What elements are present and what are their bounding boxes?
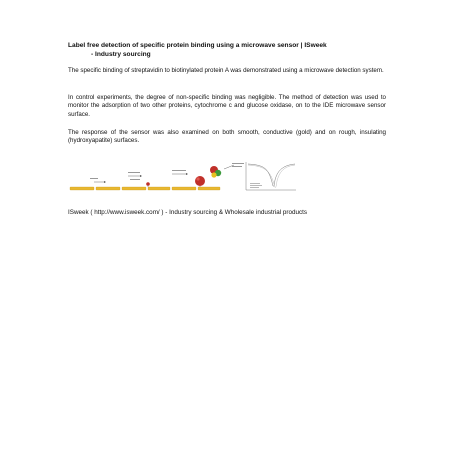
paragraph-3: The response of the sensor was also examined on both smooth, conductive (gold) and on rough, insulating (hydroxyapatite) surfaces. [68, 129, 386, 145]
sensor-slab-2b [148, 187, 170, 190]
plot-curve-2 [248, 165, 295, 187]
streptavidin-highlight [196, 177, 199, 180]
label-bar-2b [130, 179, 140, 180]
label-bar-4a [232, 163, 244, 164]
title-line-2: - Industry sourcing [91, 51, 151, 58]
arrow-1-head [104, 181, 106, 183]
complex-yellow [211, 172, 216, 177]
paragraph-2: In control experiments, the degree of non-specific binding was negligible. The method of detection was used to monitor the adsorption of two other proteins, cytochrome c and glucose oxidase, on to the IDE microwave sensor surface. [68, 94, 386, 118]
figure-graphic [68, 160, 298, 200]
label-bar-4b [232, 166, 242, 167]
stage-2-protein-a [122, 172, 170, 190]
plot-legend-3 [250, 187, 259, 188]
label-bar-1 [90, 178, 98, 179]
sensor-slab-1a [70, 187, 94, 190]
sensor-slab-3a [172, 187, 196, 190]
document-title [68, 41, 388, 59]
sensor-slab-3b [198, 187, 220, 190]
stage-1-sensor [70, 178, 120, 190]
response-plot [246, 162, 296, 190]
plot-curve-1 [248, 164, 295, 186]
stage-4-complex [210, 163, 244, 178]
protein-a-dot [146, 182, 150, 186]
streptavidin-blob [195, 176, 205, 186]
label-bar-2a [128, 172, 140, 173]
arrow-2-head [140, 175, 142, 177]
sensor-slab-1b [96, 187, 120, 190]
sensor-slab-2a [122, 187, 146, 190]
title-line-1: Label free detection of specific protein binding using a microwave sensor | ISweek [68, 42, 327, 49]
paragraph-1: The specific binding of streptavidin to biotinylated protein A was demonstrated using a microwave detection system. [68, 67, 384, 74]
document-footer: ISweek ( http://www.isweek.com/ ) - Industry sourcing & Wholesale industrial products [68, 209, 308, 216]
label-bar-3 [172, 170, 186, 171]
plot-legend-1 [250, 183, 260, 184]
protein-binding-figure [68, 160, 298, 200]
arrow-3-head [186, 173, 188, 175]
plot-legend-2 [250, 185, 262, 186]
